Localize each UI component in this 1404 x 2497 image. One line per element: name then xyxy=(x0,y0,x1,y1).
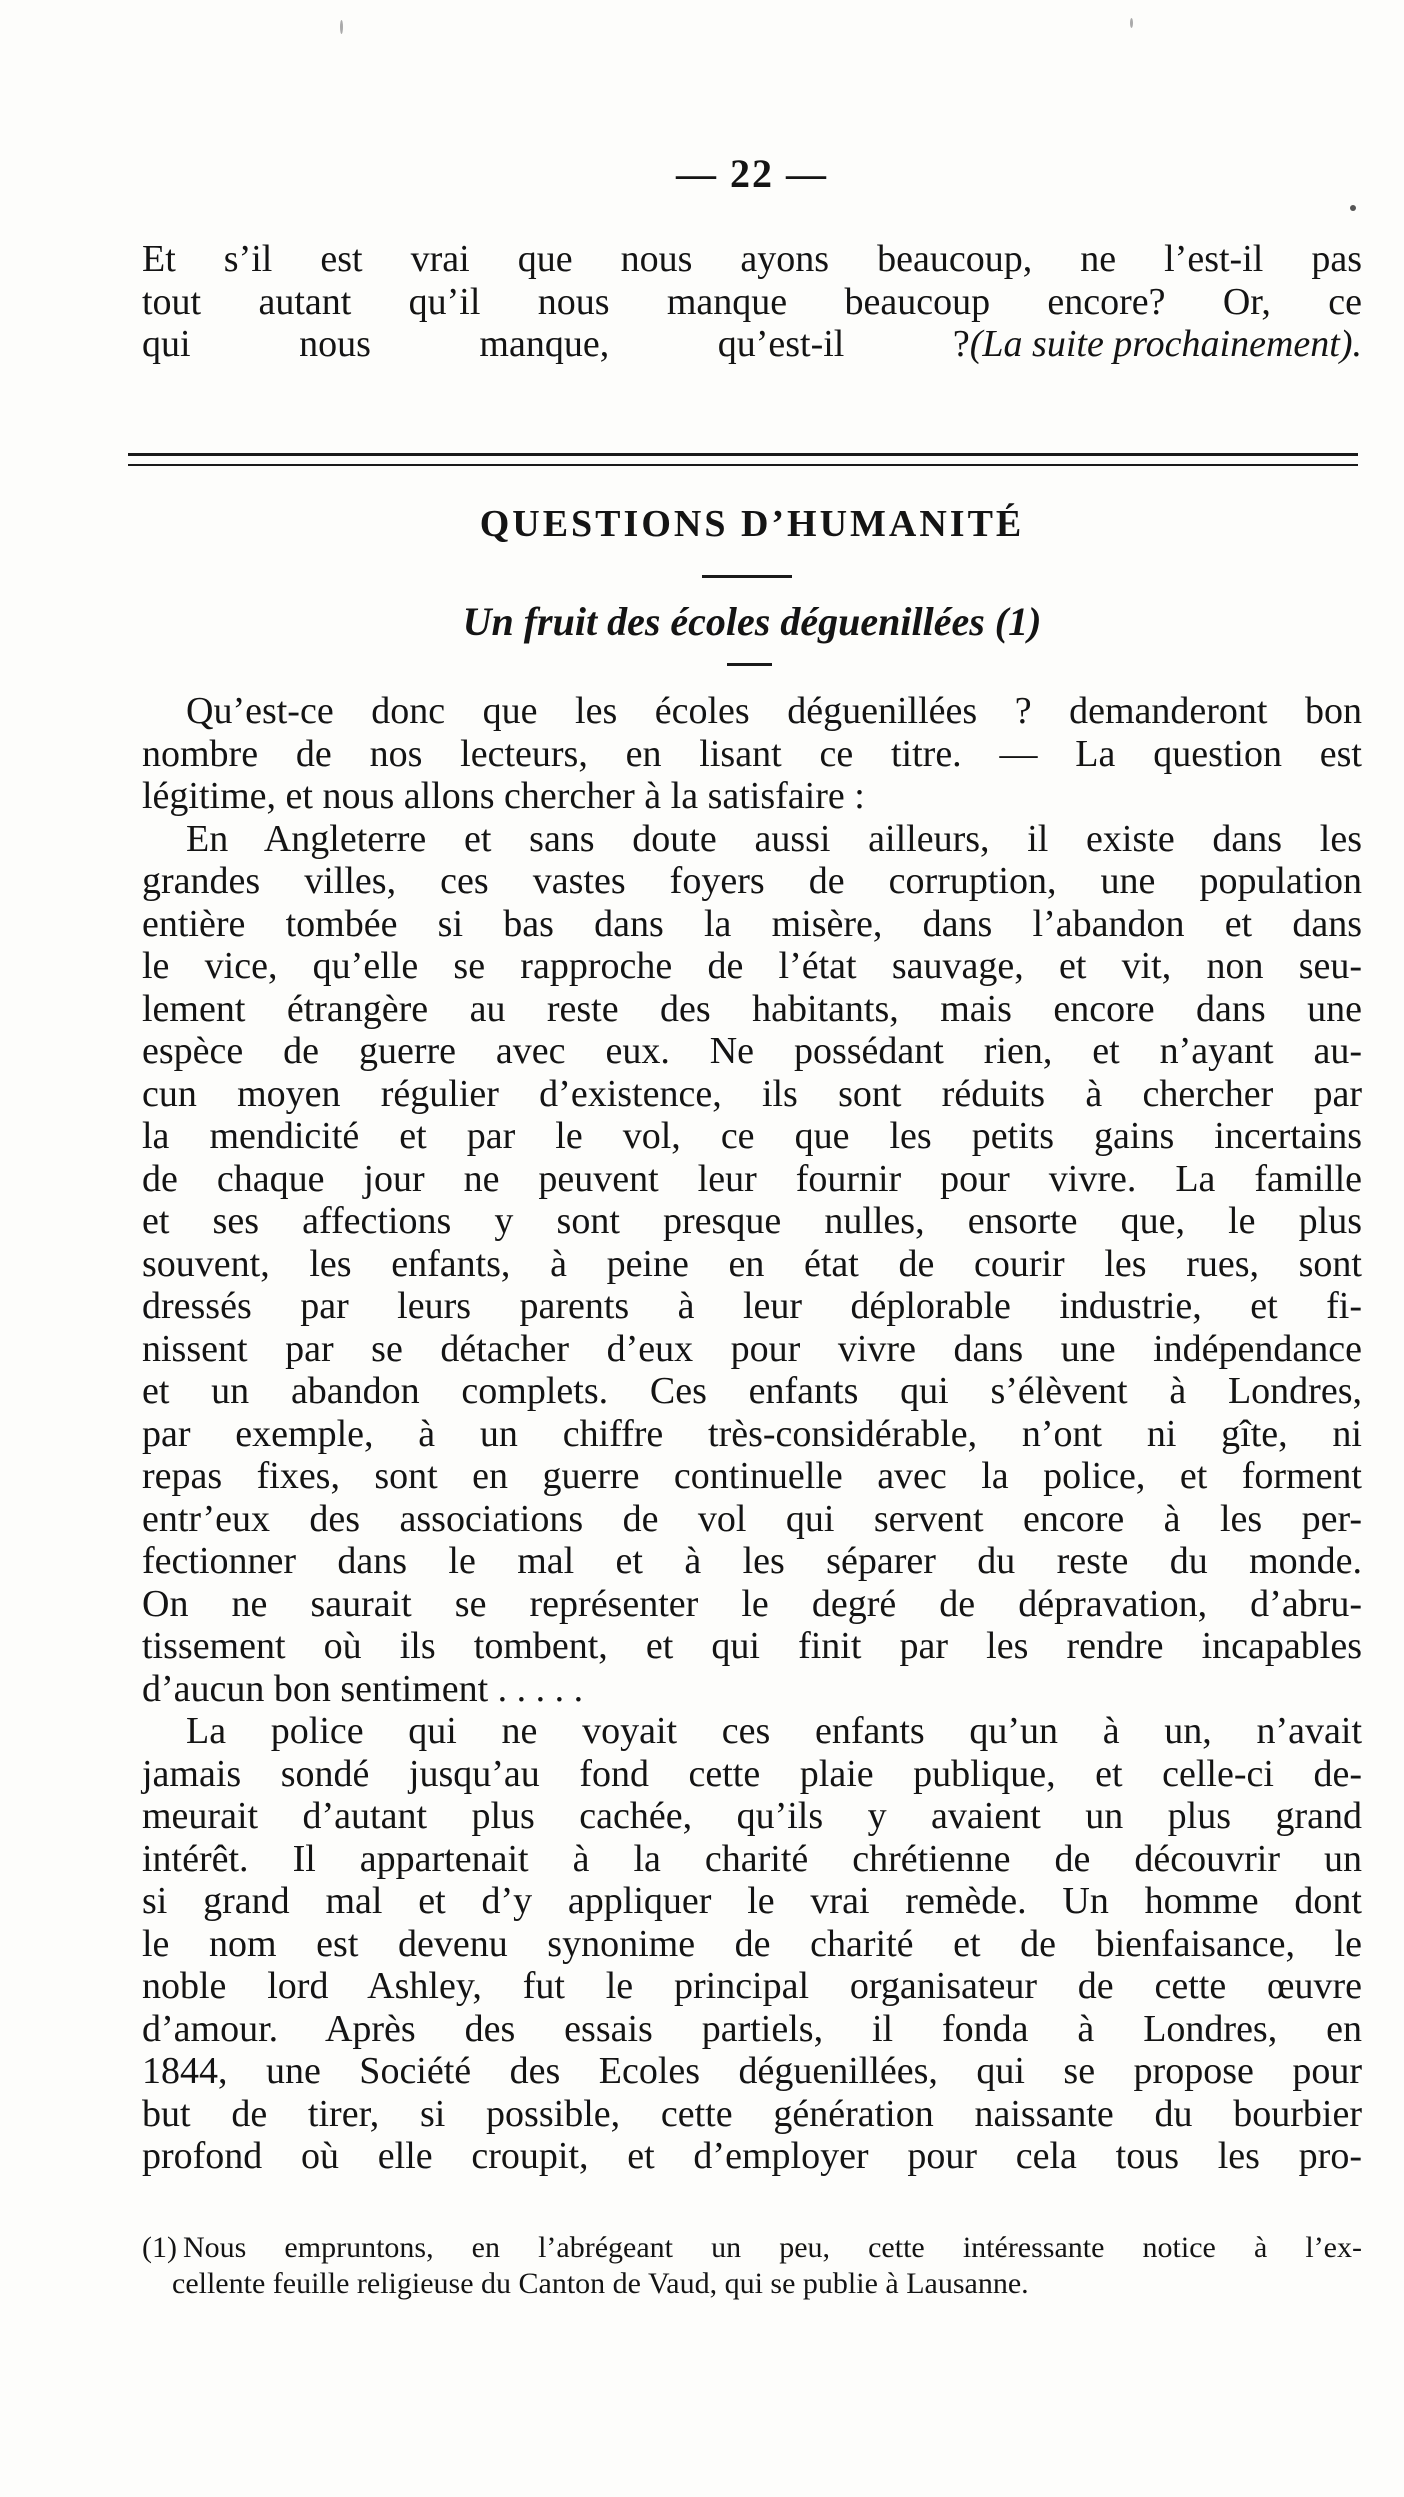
text-line: entière tombée si bas dans la misère, dans l’abandon et dans xyxy=(142,902,1362,945)
text-line: 1844, une Société des Ecoles déguenillées, qui se propose pour xyxy=(142,2050,1362,2092)
text-line: cun moyen régulier d’existence, ils sont réduits à chercher par xyxy=(142,1072,1362,1115)
title-dash xyxy=(702,575,792,578)
text-line: Et s’il est vrai que nous ayons beaucoup, ne l’est-il pas xyxy=(142,238,1362,280)
text-line: nombre de nos lecteurs, en lisant ce titre. — La question est xyxy=(142,732,1362,775)
text-line: fectionner dans le mal et à les séparer du reste du monde. xyxy=(142,1540,1362,1582)
section-title: QUESTIONS D’HUMANITÉ xyxy=(479,503,1025,545)
subtitle-dash xyxy=(727,663,772,666)
text-line: souvent, les enfants, à peine en état de courir les rues, sont xyxy=(142,1242,1362,1285)
text-line: et un abandon complets. Ces enfants qui s’élèvent à Londres, xyxy=(142,1370,1362,1412)
text-line: On ne saurait se représenter le degré de dépravation, d’abru- xyxy=(142,1582,1362,1625)
text-line: de chaque jour ne peuvent leur fournir pour vivre. La famille xyxy=(142,1157,1362,1200)
footnote xyxy=(142,2230,1362,2302)
text-line: la mendicité et par le vol, ce que les petits gains incertains xyxy=(142,1115,1362,1157)
text-line: En Angleterre et sans doute aussi ailleurs, il existe dans les xyxy=(186,817,1362,860)
text-line: qui nous manque, qu’est-il ? xyxy=(142,323,970,365)
paragraph-1 xyxy=(142,690,1362,818)
text-line: si grand mal et d’y appliquer le vrai remède. Un homme dont xyxy=(142,1880,1362,1922)
text-line: lement étrangère au reste des habitants, mais encore dans une xyxy=(142,987,1362,1030)
paper-speck xyxy=(340,20,343,34)
page-number: — 22 — xyxy=(676,151,828,196)
text-line: d’aucun bon sentiment . . . . . xyxy=(142,1667,584,1710)
text-line: grandes villes, ces vastes foyers de corruption, une population xyxy=(142,860,1362,902)
footnote-text: Nous empruntons, en l’abrégeant un peu, cette intéressante notice à l’ex- xyxy=(182,2231,1362,2264)
text-line: espèce de guerre avec eux. Ne possédant rien, et n’ayant au- xyxy=(142,1030,1362,1072)
continuation-paragraph xyxy=(142,238,1362,366)
continuation-note: (La suite prochainement). xyxy=(969,323,1362,365)
text-line: jamais sondé jusqu’au fond cette plaie publique, et celle-ci de- xyxy=(142,1752,1362,1795)
text-line: meurait d’autant plus cachée, qu’ils y avaient un plus grand xyxy=(142,1795,1362,1837)
text-line: et ses affections y sont presque nulles, ensorte que, le plus xyxy=(142,1200,1362,1242)
paragraph-2 xyxy=(142,818,1362,1711)
text-line: Qu’est-ce donc que les écoles déguenillées ? demanderont bon xyxy=(186,690,1362,732)
footnote-line: cellente feuille religieuse du Canton de Vaud, qui se publie à Lausanne. xyxy=(172,2267,1029,2300)
text-line: d’amour. Après des essais partiels, il fonda à Londres, en xyxy=(142,2007,1362,2050)
text-line: noble lord Ashley, fut le principal organisateur de cette œuvre xyxy=(142,1965,1362,2007)
text-line: tissement où ils tombent, et qui finit par les rendre incapables xyxy=(142,1625,1362,1667)
paper-speck xyxy=(1130,18,1133,28)
footnote-line xyxy=(142,2230,1362,2266)
text-line: nissent par se détacher d’eux pour vivre dans une indépendance xyxy=(142,1327,1362,1370)
text-line: profond où elle croupit, et d’employer pour cela tous les pro- xyxy=(142,2135,1362,2177)
text-line: but de tirer, si possible, cette génération naissante du bourbier xyxy=(142,2092,1362,2135)
text-line: repas fixes, sont en guerre continuelle avec la police, et forment xyxy=(142,1455,1362,1497)
text-line: légitime, et nous allons chercher à la satisfaire : xyxy=(142,775,865,817)
article-body xyxy=(142,690,1362,2178)
text-line: dressés par leurs parents à leur déplorable industrie, et fi- xyxy=(142,1285,1362,1327)
text-line-with-note xyxy=(142,323,1362,366)
section-divider xyxy=(128,453,1358,466)
article-subtitle: Un fruit des écoles déguenillées (1) xyxy=(462,599,1042,644)
text-line: tout autant qu’il nous manque beaucoup encore? Or, ce xyxy=(142,280,1362,323)
text-line: le nom est devenu synonime de charité et de bienfaisance, le xyxy=(142,1922,1362,1965)
text-line: intérêt. Il appartenait à la charité chrétienne de découvrir un xyxy=(142,1837,1362,1880)
text-line: par exemple, à un chiffre très-considérable, n’ont ni gîte, ni xyxy=(142,1412,1362,1455)
paper-speck xyxy=(1350,205,1356,211)
text-line: le vice, qu’elle se rapproche de l’état sauvage, et vit, non seu- xyxy=(142,945,1362,987)
text-line: La police qui ne voyait ces enfants qu’un à un, n’avait xyxy=(186,1710,1362,1752)
footnote-marker: (1) xyxy=(142,2231,177,2264)
paragraph-3 xyxy=(142,1710,1362,2178)
text-line: entr’eux des associations de vol qui servent encore à les per- xyxy=(142,1497,1362,1540)
